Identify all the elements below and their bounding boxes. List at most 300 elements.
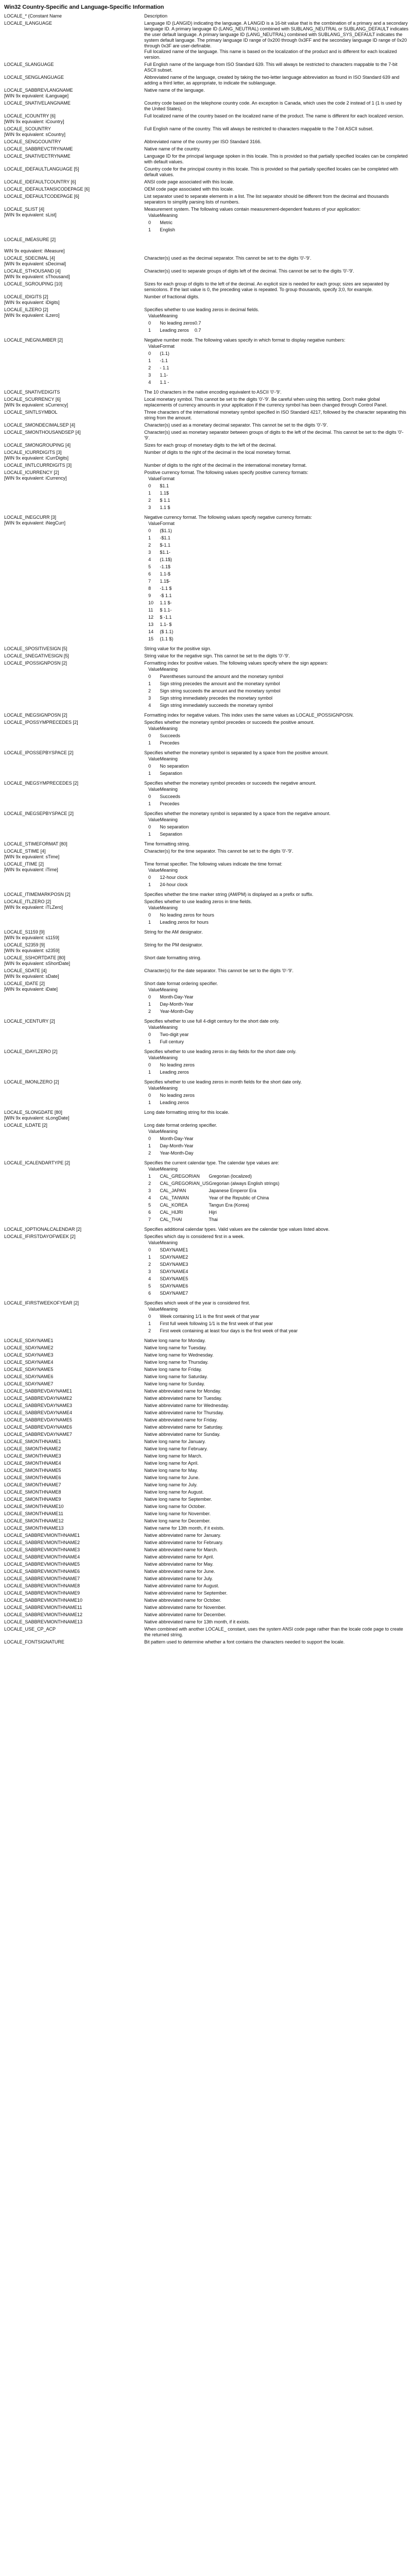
value-cell: 0 bbox=[148, 1314, 151, 1319]
description-text: Native abbreviated name for September. bbox=[144, 1590, 228, 1596]
constant-row bbox=[4, 899, 409, 929]
constant-description bbox=[144, 337, 409, 389]
constant-name: LOCALE_SMONTHNAME4 bbox=[4, 1461, 61, 1466]
constant-description bbox=[144, 1123, 409, 1160]
constant-description bbox=[144, 929, 409, 942]
constant-row bbox=[4, 1619, 409, 1626]
value-cell: 1.1 - bbox=[160, 380, 169, 385]
description-text: Specifies whether to use full 4-digit century for the short date only. bbox=[144, 1019, 280, 1024]
constant-row bbox=[4, 841, 409, 849]
value-table bbox=[144, 1129, 194, 1158]
value-cell: Thai bbox=[209, 1217, 218, 1222]
value-cell: 2 bbox=[148, 688, 151, 693]
constant-description bbox=[144, 660, 409, 713]
value-cell: Value bbox=[148, 787, 160, 792]
constant-name: LOCALE_SMONTHNAME3 bbox=[4, 1453, 61, 1459]
value-cell: 1 bbox=[148, 681, 151, 686]
value-row bbox=[144, 868, 187, 875]
value-cell: Year-Month-Day bbox=[160, 1150, 194, 1156]
constant-name: LOCALE_SMONTHNAME13 bbox=[4, 1526, 64, 1531]
constant-description bbox=[144, 1511, 409, 1518]
value-cell: 1 bbox=[148, 771, 151, 776]
constant-name: LOCALE_SDAYNAME1 bbox=[4, 1338, 54, 1343]
value-cell: 1 bbox=[148, 1070, 151, 1075]
description-text: Native long name for April. bbox=[144, 1461, 199, 1466]
constant-name: LOCALE_SABBREVMONTHNAME8 bbox=[4, 1583, 80, 1588]
description-text: Specifies whether to use leading zeros in decimal fields. bbox=[144, 307, 260, 312]
value-row bbox=[144, 1025, 188, 1032]
constant-name: LOCALE_SENGCOUNTRY bbox=[4, 139, 61, 144]
value-cell: Separation bbox=[160, 832, 182, 837]
constant-description bbox=[144, 942, 409, 955]
constant-description bbox=[144, 1482, 409, 1489]
constant-description bbox=[144, 166, 409, 179]
description-text: String value for the negative sign. This cannot be set to the digits '0'-'9'. bbox=[144, 653, 290, 658]
value-row bbox=[144, 1283, 188, 1291]
value-table bbox=[144, 1086, 195, 1107]
constant-description bbox=[144, 422, 409, 430]
constant-row bbox=[4, 1345, 409, 1352]
constant-row bbox=[4, 1482, 409, 1489]
constant-name: LOCALE_IFIRSTWEEKOFYEAR [2] bbox=[4, 1300, 79, 1306]
constant-description bbox=[144, 1049, 409, 1079]
constant-description bbox=[144, 892, 409, 899]
constant-row bbox=[4, 237, 409, 256]
constant-name: LOCALE_ITLZERO [2] [WIN 9x equivalent: iTLZero] bbox=[4, 899, 63, 910]
constant-description bbox=[144, 154, 409, 166]
value-row bbox=[144, 1202, 279, 1210]
value-cell: Leading zeros bbox=[160, 1100, 189, 1105]
constant-row bbox=[4, 1079, 409, 1110]
constant-name: LOCALE_SABBREVDAYNAME5 bbox=[4, 1417, 72, 1422]
constant-description bbox=[144, 955, 409, 968]
constant-row bbox=[4, 1569, 409, 1576]
constant-row bbox=[4, 389, 409, 397]
constant-name: LOCALE_SMONTHNAME2 bbox=[4, 1446, 61, 1451]
constant-name: LOCALE_ILZERO [2] [WIN 9x equivalent: iLzero] bbox=[4, 307, 60, 318]
value-row bbox=[144, 1181, 279, 1188]
constant-name: LOCALE_INEGCURR [3] [WIN 9x equivalent: iNegCurr] bbox=[4, 515, 66, 526]
value-row bbox=[144, 365, 175, 372]
value-row bbox=[144, 490, 175, 498]
spec-table bbox=[4, 13, 409, 1647]
value-row bbox=[144, 622, 175, 629]
description-text: Sizes for each group of monetary digits to the left of the decimal. bbox=[144, 443, 277, 448]
constant-name: LOCALE_SABBREVMONTHNAME12 bbox=[4, 1612, 83, 1617]
value-table bbox=[144, 476, 175, 512]
constant-description bbox=[144, 1639, 409, 1647]
description-text: Character(s) for the date separator. This cannot be set to the digits '0'-'9'. bbox=[144, 968, 294, 973]
constant-description bbox=[144, 294, 409, 307]
description-text: Native long name for November. bbox=[144, 1511, 211, 1516]
value-cell: Full century bbox=[160, 1039, 184, 1044]
value-row bbox=[144, 1195, 279, 1202]
value-row bbox=[144, 1166, 279, 1174]
value-cell: Value bbox=[148, 905, 160, 910]
value-cell: (1.1) bbox=[160, 351, 169, 356]
value-row bbox=[144, 586, 175, 593]
description-text: When combined with another LOCALE_ constant, uses the system ANSI code page rather than the locale code page to create the returned string. bbox=[144, 1626, 403, 1637]
constant-description bbox=[144, 750, 409, 781]
value-row bbox=[144, 571, 175, 579]
constant-name: LOCALE_SMONDECIMALSEP [4] bbox=[4, 422, 75, 428]
constant-description bbox=[144, 1439, 409, 1446]
description-text: Specifies whether the monetary symbol precedes or succeeds the negative amount. bbox=[144, 781, 317, 786]
constant-description bbox=[144, 126, 409, 139]
description-text: Native abbreviated name for December. bbox=[144, 1612, 227, 1617]
constant-name: LOCALE_IDIGITS [2] [WIN 9x equivalent: iDigits] bbox=[4, 294, 60, 305]
constant-name: LOCALE_STHOUSAND [4] [WIN 9x equivalent: sThousand] bbox=[4, 268, 70, 279]
description-column-header: Description bbox=[144, 13, 168, 19]
value-row bbox=[144, 771, 188, 778]
constant-name: LOCALE_SLONGDATE [80] [WIN 9x equivalent: sLongDate] bbox=[4, 1110, 70, 1121]
value-cell: 1 bbox=[148, 1174, 151, 1179]
value-table bbox=[144, 1025, 188, 1046]
constant-description bbox=[144, 1227, 409, 1234]
constant-description bbox=[144, 1583, 409, 1590]
constant-name: LOCALE_STIMEFORMAT [80] bbox=[4, 841, 67, 846]
value-cell: 1 bbox=[148, 1002, 151, 1007]
description-text: Full English name of the language from ISO Standard 639. This will always be restricted to characters mappable to the 7-bit ASCII subset. bbox=[144, 62, 398, 73]
value-table bbox=[144, 868, 187, 889]
constant-name: LOCALE_SDECIMAL [4] [WIN 9x equivalent: sDecimal] bbox=[4, 256, 66, 266]
value-cell: Meaning bbox=[160, 667, 178, 672]
description-text: Native long name for February. bbox=[144, 1446, 208, 1451]
constant-description bbox=[144, 281, 409, 294]
value-cell: 1 bbox=[148, 358, 151, 363]
value-cell: 1 bbox=[148, 227, 151, 232]
constant-name: LOCALE_SMONTHNAME11 bbox=[4, 1511, 63, 1516]
constant-description bbox=[144, 463, 409, 470]
constant-name: LOCALE_ICURRDIGITS [3] [WIN 9x equivalent: iCurrDigits] bbox=[4, 450, 69, 461]
constant-description bbox=[144, 1468, 409, 1475]
description-text: Specifies whether to use leading zeros in time fields. bbox=[144, 899, 252, 904]
constant-description bbox=[144, 1388, 409, 1396]
description-text: Native long name for January. bbox=[144, 1439, 206, 1444]
description-text: Three characters of the international monetary symbol specified in ISO Standard 4217, followed by the character separating this string from the amount. bbox=[144, 410, 406, 420]
value-row bbox=[144, 756, 188, 764]
description-text: Native abbreviated name for Tuesday. bbox=[144, 1396, 222, 1401]
value-row bbox=[144, 1240, 188, 1247]
spec-body bbox=[4, 13, 409, 1647]
value-cell: SDAYNAME2 bbox=[160, 1255, 188, 1260]
value-cell: Meaning bbox=[160, 313, 178, 318]
constant-row bbox=[4, 955, 409, 968]
description-text: Specifies whether the time marker string (AM/PM) is displayed as a prefix or suffix. bbox=[144, 892, 314, 897]
constant-row bbox=[4, 256, 409, 268]
value-cell: Sign string precedes the amount and the monetary symbol bbox=[160, 681, 280, 686]
value-row bbox=[144, 498, 175, 505]
description-text: Specifies which week of the year is considered first. bbox=[144, 1300, 250, 1306]
constant-row bbox=[4, 268, 409, 281]
constant-name: LOCALE_SABBREVDAYNAME6 bbox=[4, 1425, 72, 1430]
constant-description bbox=[144, 515, 409, 646]
value-cell: 6 bbox=[148, 1291, 151, 1296]
constant-name: LOCALE_IDATE [2] [WIN 9x equivalent: iDate] bbox=[4, 981, 58, 992]
value-cell: $1.1- bbox=[160, 550, 170, 555]
description-text: Character(s) used as the decimal separator. This cannot be set to the digits '0'-'9'. bbox=[144, 256, 312, 261]
constant-description bbox=[144, 1612, 409, 1619]
constant-description bbox=[144, 450, 409, 463]
description-text: List separator used to separate elements in a list. The list separator should be different from the decimal and thousands separators to simplify parsing lists of numbers. bbox=[144, 194, 389, 205]
constant-name: LOCALE_SABBREVMONTHNAME11 bbox=[4, 1605, 82, 1610]
constant-description bbox=[144, 1352, 409, 1360]
value-table bbox=[144, 787, 180, 808]
value-cell: 2 bbox=[148, 1150, 151, 1156]
constant-row bbox=[4, 422, 409, 430]
constant-row bbox=[4, 337, 409, 389]
value-cell: Year-Month-Day bbox=[160, 1009, 194, 1014]
description-text: Native abbreviated name for Wednesday. bbox=[144, 1403, 229, 1408]
constant-description bbox=[144, 397, 409, 410]
value-cell: Value bbox=[148, 667, 160, 672]
value-cell: $ 1.1- bbox=[160, 607, 172, 613]
value-row bbox=[144, 476, 175, 483]
value-cell: 13 bbox=[148, 622, 154, 627]
value-cell: CAL_GREGORIAN bbox=[160, 1174, 200, 1179]
constant-name: LOCALE_SMONTHNAME12 bbox=[4, 1518, 64, 1523]
constant-description bbox=[144, 861, 409, 892]
constant-description bbox=[144, 194, 409, 207]
description-text: Native abbreviated name for January. bbox=[144, 1533, 221, 1538]
constant-description bbox=[144, 981, 409, 1019]
constant-name: LOCALE_IPOSSYMPRECEDES [2] bbox=[4, 720, 78, 725]
description-text: Native long name for Saturday. bbox=[144, 1374, 208, 1379]
constant-row bbox=[4, 207, 409, 237]
constant-row bbox=[4, 720, 409, 750]
constant-row bbox=[4, 1511, 409, 1518]
description-text: Language ID for the principal language spoken in this locale. This is provided so that partially specified locales can be completed with default values. bbox=[144, 154, 408, 164]
constant-row bbox=[4, 968, 409, 981]
value-cell: 6 bbox=[148, 1210, 151, 1215]
constant-name: LOCALE_ICOUNTRY [6] [WIN 9x equivalent: iCountry] bbox=[4, 113, 64, 124]
value-cell: Meaning bbox=[160, 987, 178, 992]
value-cell: 0 bbox=[148, 912, 151, 918]
value-cell: 1 bbox=[148, 801, 151, 806]
constant-description bbox=[144, 1367, 409, 1374]
value-cell: 4 bbox=[148, 1195, 151, 1200]
constant-row bbox=[4, 1526, 409, 1533]
description-text: Abbreviated name of the country per ISO Standard 3166. bbox=[144, 139, 262, 144]
description-text: Formatting index for positive values. The following values specify where the sign appears: bbox=[144, 660, 329, 666]
value-row bbox=[144, 905, 214, 912]
constant-row bbox=[4, 1381, 409, 1388]
value-row bbox=[144, 372, 175, 380]
constant-description bbox=[144, 410, 409, 422]
value-row bbox=[144, 1136, 194, 1143]
constant-description bbox=[144, 1160, 409, 1227]
value-cell: Value bbox=[148, 1055, 160, 1060]
constant-name: LOCALE_SMONTHNAME8 bbox=[4, 1489, 61, 1495]
constant-description bbox=[144, 1576, 409, 1583]
constant-name: LOCALE_SCOUNTRY [WIN 9x equivalent: sCountry] bbox=[4, 126, 66, 137]
value-row bbox=[144, 528, 175, 535]
value-cell: 1 bbox=[148, 920, 151, 925]
constant-name: LOCALE_SNATIVECTRYNAME bbox=[4, 154, 71, 159]
value-cell: No leading zeros bbox=[160, 320, 195, 326]
value-row bbox=[144, 667, 283, 674]
value-cell: CAL_HIJRI bbox=[160, 1210, 183, 1215]
description-text: Native abbreviated name for June. bbox=[144, 1569, 215, 1574]
description-text: Native abbreviated name for May. bbox=[144, 1562, 214, 1567]
value-table bbox=[144, 1307, 298, 1335]
constant-row bbox=[4, 397, 409, 410]
value-cell: Day-Month-Year bbox=[160, 1002, 194, 1007]
constant-name: LOCALE_ITIMEMARKPOSN [2] bbox=[4, 892, 71, 897]
description-text: ANSI code page associated with this locale. bbox=[144, 179, 234, 184]
constant-row bbox=[4, 1367, 409, 1374]
value-row bbox=[144, 1217, 279, 1224]
value-row bbox=[144, 1321, 298, 1328]
description-text: Character(s) for the time separator. This cannot be set to the digits '0'-'9'. bbox=[144, 849, 294, 854]
constant-row bbox=[4, 1605, 409, 1612]
value-row bbox=[144, 344, 175, 351]
value-cell: 0 bbox=[148, 733, 151, 738]
value-cell: Meaning bbox=[160, 213, 178, 218]
value-cell: 0 bbox=[148, 220, 151, 225]
value-cell: Year of the Republic of China bbox=[209, 1195, 269, 1200]
value-row bbox=[144, 600, 175, 607]
constant-name: LOCALE_SABBREVLANGNAME [WIN 9x equivalent: iLanguage] bbox=[4, 88, 73, 98]
constant-row bbox=[4, 1533, 409, 1540]
constant-description bbox=[144, 1338, 409, 1345]
value-cell: $ -1.1 bbox=[160, 615, 172, 620]
description-text: Time format specifier. The following values indicate the time format: bbox=[144, 861, 283, 867]
constant-description bbox=[144, 430, 409, 443]
value-row bbox=[144, 733, 180, 740]
value-row bbox=[144, 579, 175, 586]
value-row bbox=[144, 875, 187, 882]
constant-name: LOCALE_ICENTURY [2] bbox=[4, 1019, 55, 1024]
constant-name: LOCALE_IOPTIONALCALENDAR [2] bbox=[4, 1227, 82, 1232]
constant-name: LOCALE_SABBREVMONTHNAME9 bbox=[4, 1590, 80, 1596]
constant-description bbox=[144, 62, 409, 75]
constant-name: LOCALE_SMONTHNAME10 bbox=[4, 1504, 64, 1509]
value-cell: 0 bbox=[148, 483, 151, 488]
value-cell: ($1.1) bbox=[160, 528, 172, 533]
description-text: Native abbreviated name for Saturday. bbox=[144, 1425, 223, 1430]
value-row bbox=[144, 994, 194, 1002]
constant-name: LOCALE_INEGNUMBER [2] bbox=[4, 337, 63, 343]
description-text: Native abbreviated name for Sunday. bbox=[144, 1432, 220, 1437]
description-text: Character(s) used as a monetary decimal separator. This cannot be set to the digits '0'-'9'. bbox=[144, 422, 328, 428]
constant-description bbox=[144, 1533, 409, 1540]
constant-description bbox=[144, 1518, 409, 1526]
value-cell: 3 bbox=[148, 550, 151, 555]
description-text: Native long name for December. bbox=[144, 1518, 211, 1523]
value-cell: 9 bbox=[148, 593, 151, 598]
constant-row bbox=[4, 1360, 409, 1367]
constant-name: LOCALE_SABBREVMONTHNAME6 bbox=[4, 1569, 80, 1574]
value-cell: 5 bbox=[148, 1283, 151, 1289]
constant-row bbox=[4, 1612, 409, 1619]
constant-description bbox=[144, 899, 409, 929]
description-text: Native abbreviated name for April. bbox=[144, 1554, 214, 1560]
value-cell: 1.1- $ bbox=[160, 622, 172, 627]
description-text: Specifies whether the monetary symbol is separated by a space from the negative amount. bbox=[144, 811, 331, 816]
value-cell: Value bbox=[148, 476, 160, 481]
value-cell: Leading zeros bbox=[160, 328, 189, 333]
value-cell: 4 bbox=[148, 1276, 151, 1281]
constant-name: LOCALE_SPOSITIVESIGN [5] bbox=[4, 646, 67, 651]
constant-row bbox=[4, 1576, 409, 1583]
constant-name: LOCALE_ITIME [2] [WIN 9x equivalent: iTime] bbox=[4, 861, 58, 872]
value-cell: -1.1 bbox=[160, 358, 168, 363]
value-row bbox=[144, 1070, 195, 1077]
constant-row bbox=[4, 62, 409, 75]
constant-description bbox=[144, 713, 409, 720]
description-text: Character(s) used to separate groups of digits left of the decimal. This cannot be set to the digits '0'-'9'. bbox=[144, 268, 354, 274]
description-text: Language ID (LANGID) indicating the language. A LANGID is a 16-bit value that is the combination of a primary and a secondary language ID. A primary language ID (LANG_NEUTRAL) combined with SUBLANG_NEUTRAL or SUBLANG_DEFAULT indicates the user default language. A primary language ID (LANG_NEUTRAL) combined with SUBLANG_SYS_DEFAULT indicates the system default language. The primary language ID range of 0x200 through 0x3FF and the secondary language ID range of 0x20 through 0x3F are user-definable. bbox=[144, 21, 409, 48]
value-cell: Meaning bbox=[160, 787, 178, 792]
constant-description bbox=[144, 1626, 409, 1639]
constant-row bbox=[4, 1374, 409, 1381]
constant-name: LOCALE_IMEASURE [2] WIN 9x equivalent: iMeasure] bbox=[4, 237, 65, 253]
value-cell: 0 bbox=[148, 351, 151, 356]
description-text: Negative currency format. The following values specify negative currency formats: bbox=[144, 515, 312, 520]
value-table bbox=[144, 817, 188, 839]
value-cell: No leading zeros bbox=[160, 1062, 195, 1067]
constant-description bbox=[144, 1360, 409, 1367]
constant-description bbox=[144, 207, 409, 237]
constant-name: LOCALE_IMONLZERO [2] bbox=[4, 1079, 59, 1084]
value-row bbox=[144, 1032, 188, 1039]
value-cell: Meaning bbox=[160, 1129, 178, 1134]
constant-row bbox=[4, 443, 409, 450]
value-cell: SDAYNAME1 bbox=[160, 1247, 188, 1252]
value-row bbox=[144, 1291, 188, 1298]
value-cell: Value bbox=[148, 726, 160, 731]
description-text: Native long name for May. bbox=[144, 1468, 198, 1473]
constant-name: LOCALE_SLIST [4] [WIN 9x equivalent: sList] bbox=[4, 207, 57, 217]
value-cell: 2 bbox=[148, 1262, 151, 1267]
constant-row bbox=[4, 1518, 409, 1526]
value-row bbox=[144, 1100, 195, 1107]
constant-description bbox=[144, 1461, 409, 1468]
constant-row bbox=[4, 892, 409, 899]
constant-name: LOCALE_ILDATE [2] bbox=[4, 1123, 47, 1128]
constant-row bbox=[4, 1504, 409, 1511]
value-cell: Meaning bbox=[160, 1240, 178, 1245]
constant-description bbox=[144, 75, 409, 88]
constant-row bbox=[4, 1019, 409, 1049]
constant-name: LOCALE_SSHORTDATE [80] [WIN 9x equivalent: sShortDate] bbox=[4, 955, 71, 966]
constant-name: LOCALE_SNATIVELANGNAME bbox=[4, 100, 71, 106]
constant-description bbox=[144, 1562, 409, 1569]
value-row bbox=[144, 1255, 188, 1262]
constant-name: LOCALE_IDEFAULTCODEPAGE [6] bbox=[4, 194, 79, 199]
value-cell: 3 bbox=[148, 1188, 151, 1193]
constant-name: LOCALE_SMONGROUPING [4] bbox=[4, 443, 71, 448]
value-cell: CAL_TAIWAN bbox=[160, 1195, 189, 1200]
value-row bbox=[144, 615, 175, 622]
value-cell: 6 bbox=[148, 571, 151, 577]
constant-row bbox=[4, 1446, 409, 1453]
constant-row bbox=[4, 139, 409, 146]
value-row bbox=[144, 320, 201, 328]
constant-description bbox=[144, 113, 409, 126]
value-cell: -1.1 $ bbox=[160, 586, 172, 591]
constant-column-header: LOCALE_* (Constant Name bbox=[4, 13, 62, 19]
value-row bbox=[144, 824, 188, 832]
value-cell: Gregorian (localized) bbox=[209, 1174, 252, 1179]
constant-row bbox=[4, 849, 409, 861]
constant-description bbox=[144, 1079, 409, 1110]
value-cell: 0 bbox=[148, 528, 151, 533]
value-cell: 1.1- bbox=[160, 372, 168, 378]
value-row bbox=[144, 1062, 195, 1070]
value-row bbox=[144, 550, 175, 557]
